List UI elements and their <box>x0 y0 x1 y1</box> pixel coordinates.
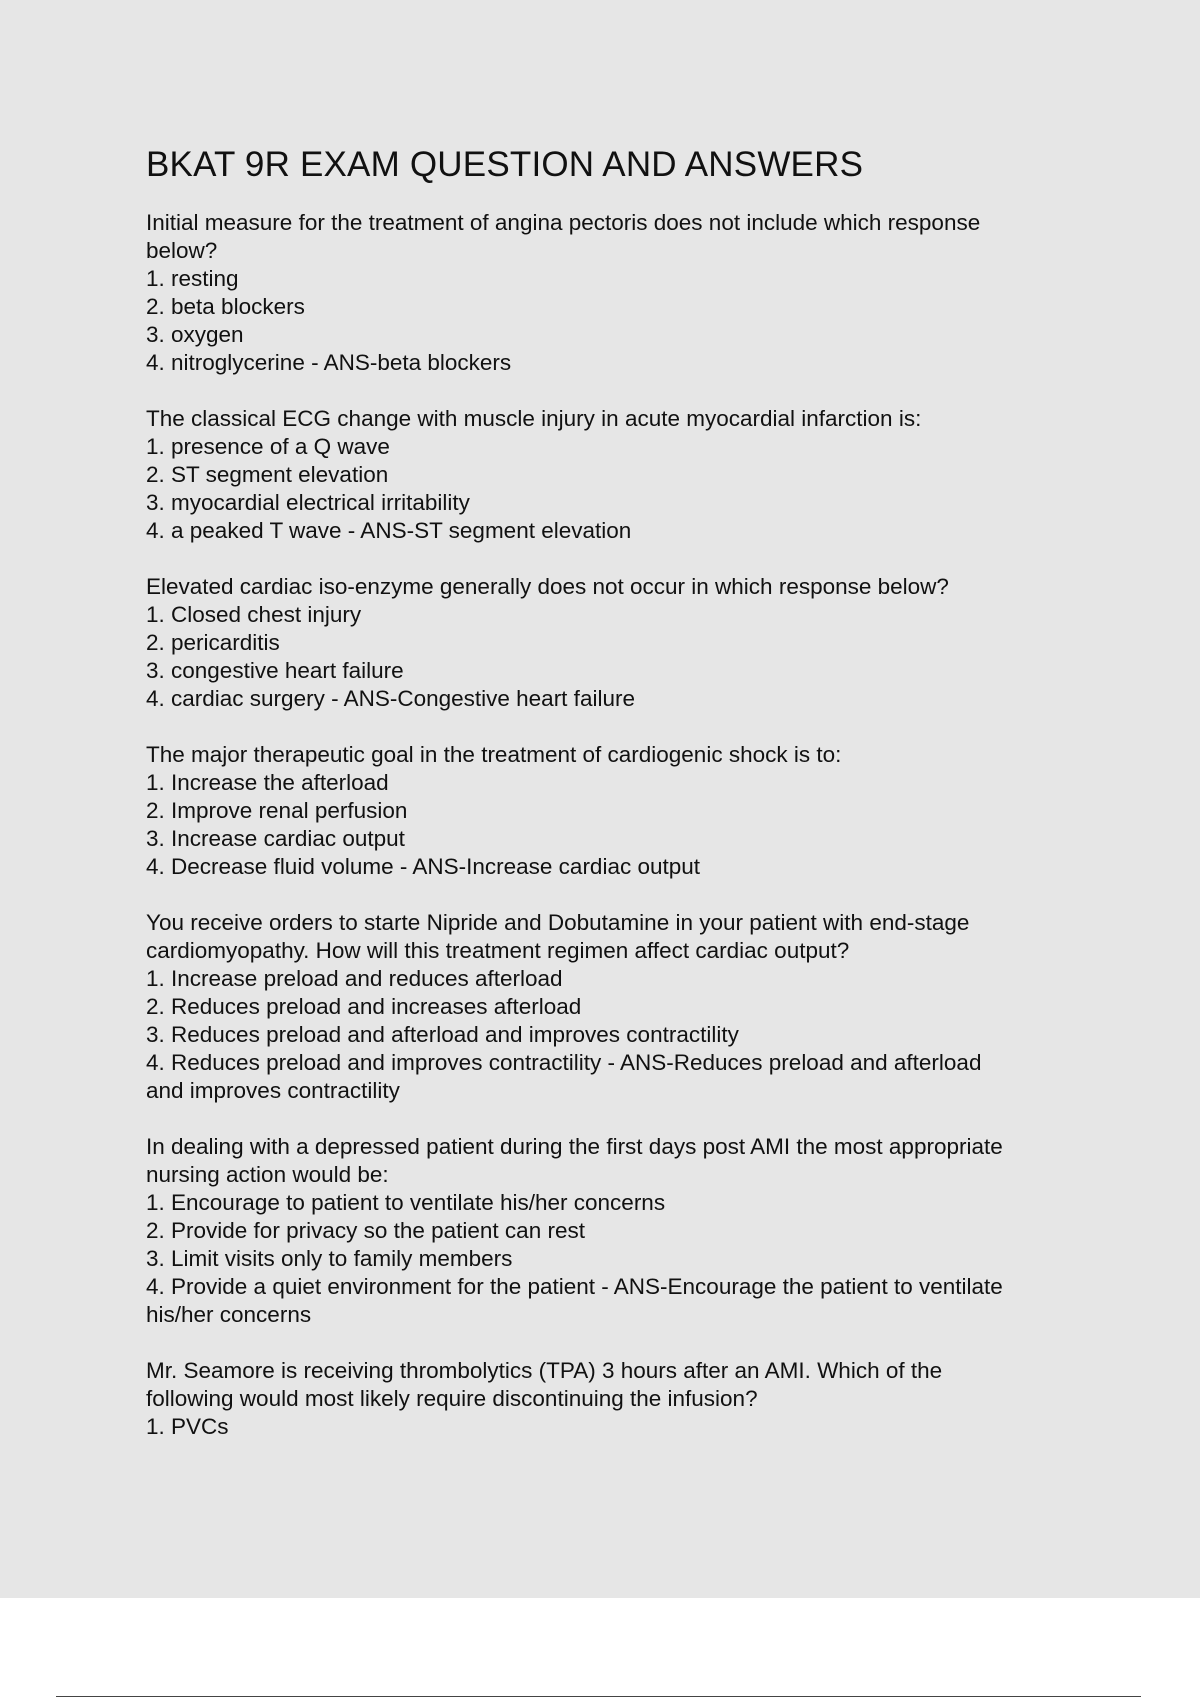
text-line: 2. ST segment elevation <box>146 462 389 487</box>
text-line: 4. Provide a quiet environment for the patient - ANS-Encourage the patient to ventilate <box>146 1274 1003 1299</box>
text-line: and improves contractility <box>146 1078 400 1103</box>
question-text: Mr. Seamore is receiving thrombolytics (TPA) 3 hours after an AMI. Which of the <box>146 1358 943 1383</box>
text-line: below? <box>146 238 218 263</box>
text-line: 1. resting <box>146 266 239 291</box>
question-block <box>146 209 1086 377</box>
question-block <box>146 1133 1086 1329</box>
question-text: You receive orders to starte Nipride and Dobutamine in your patient with end-stage <box>146 910 970 935</box>
text-line: 3. oxygen <box>146 322 244 347</box>
text-line: 4. nitroglycerine - ANS-beta blockers <box>146 350 512 375</box>
text-line: 1. Increase preload and reduces afterload <box>146 966 563 991</box>
text-line: following would most likely require discontinuing the infusion? <box>146 1386 758 1411</box>
text-line: 2. beta blockers <box>146 294 305 319</box>
question-text: In dealing with a depressed patient during the first days post AMI the most appropriate <box>146 1134 1003 1159</box>
text-line: 4. Reduces preload and improves contractility - ANS-Reduces preload and afterload <box>146 1050 982 1075</box>
document-content <box>146 143 1086 1469</box>
question-text: The major therapeutic goal in the treatment of cardiogenic shock is to: <box>146 742 842 767</box>
question-block <box>146 741 1086 881</box>
text-line: 1. Encourage to patient to ventilate his/her concerns <box>146 1190 666 1215</box>
text-line: 2. Improve renal perfusion <box>146 798 408 823</box>
text-line: 4. Decrease fluid volume - ANS-Increase cardiac output <box>146 854 701 879</box>
text-line: 3. myocardial electrical irritability <box>146 490 470 515</box>
text-line: 3. Reduces preload and afterload and improves contractility <box>146 1022 739 1047</box>
text-line: 1. Closed chest injury <box>146 602 362 627</box>
text-line: 3. Increase cardiac output <box>146 826 405 851</box>
question-block <box>146 405 1086 545</box>
text-line: 1. PVCs <box>146 1414 229 1439</box>
text-line: 1. Increase the afterload <box>146 770 389 795</box>
text-line: cardiomyopathy. How will this treatment regimen affect cardiac output? <box>146 938 850 963</box>
question-text: The classical ECG change with muscle injury in acute myocardial infarction is: <box>146 406 922 431</box>
bottom-divider <box>56 1696 1141 1697</box>
text-line: nursing action would be: <box>146 1162 389 1187</box>
question-text: Elevated cardiac iso-enzyme generally does not occur in which response below? <box>146 574 949 599</box>
question-block <box>146 1357 1086 1441</box>
text-line: 2. Provide for privacy so the patient can rest <box>146 1218 585 1243</box>
text-line: his/her concerns <box>146 1302 312 1327</box>
text-line: 3. Limit visits only to family members <box>146 1246 513 1271</box>
question-text: Initial measure for the treatment of angina pectoris does not include which response <box>146 210 981 235</box>
text-line: 3. congestive heart failure <box>146 658 404 683</box>
text-line: 2. Reduces preload and increases afterload <box>146 994 582 1019</box>
question-block <box>146 909 1086 1105</box>
question-block <box>146 573 1086 713</box>
document-title: BKAT 9R EXAM QUESTION AND ANSWERS <box>146 145 864 184</box>
question-list <box>146 209 1086 1441</box>
text-line: 2. pericarditis <box>146 630 280 655</box>
text-line: 1. presence of a Q wave <box>146 434 390 459</box>
text-line: 4. a peaked T wave - ANS-ST segment elevation <box>146 518 632 543</box>
text-line: 4. cardiac surgery - ANS-Congestive heart failure <box>146 686 635 711</box>
